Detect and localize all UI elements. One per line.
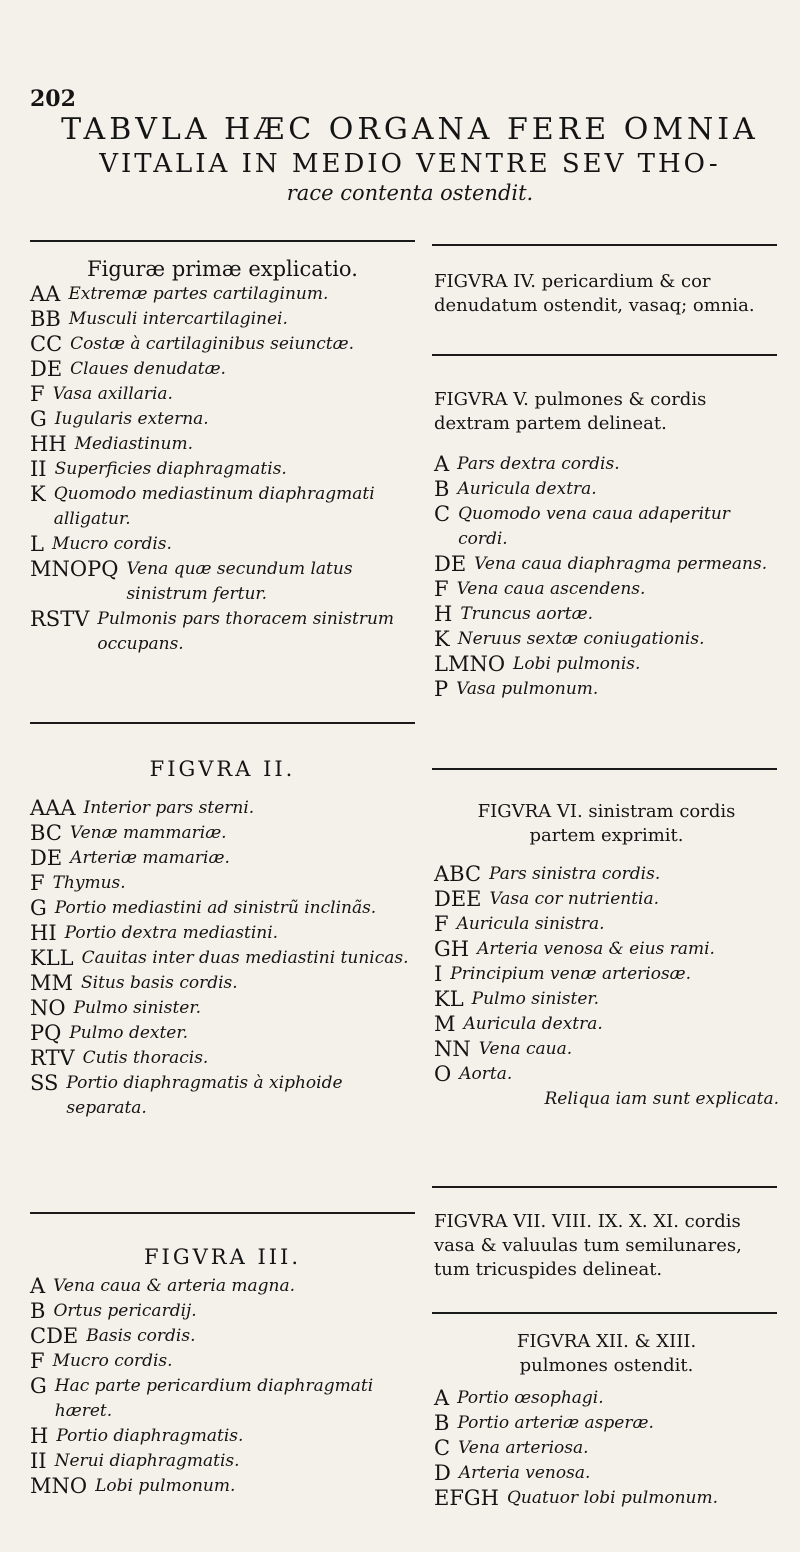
legend-entry bbox=[434, 1486, 779, 1511]
legend-entry bbox=[30, 1449, 415, 1474]
legend-description: Extremæ partes cartilaginum. bbox=[68, 284, 329, 304]
figure-4-section bbox=[434, 270, 779, 318]
legend-key: K bbox=[434, 627, 450, 651]
legend-key: A bbox=[30, 1274, 46, 1298]
legend-entry bbox=[30, 282, 415, 307]
legend-description: Arteria venosa. bbox=[458, 1463, 591, 1483]
divider-rule bbox=[432, 354, 777, 356]
figure-12-section bbox=[434, 1330, 779, 1511]
legend-key: C bbox=[434, 1436, 451, 1460]
legend-description: Portio arteriæ asperæ. bbox=[457, 1413, 654, 1433]
legend-entry bbox=[30, 1299, 415, 1324]
legend-description: Pulmonis pars thoracem sinistrum occupans. bbox=[97, 609, 395, 654]
legend-entry bbox=[434, 502, 779, 552]
legend-key: MNO bbox=[30, 1474, 88, 1498]
figure-12-caption: FIGVRA XII. & XIII. pulmones ostendit. bbox=[516, 1331, 697, 1376]
legend-key: MM bbox=[30, 971, 74, 995]
legend-description: Vena arteriosa. bbox=[458, 1438, 589, 1458]
legend-entry bbox=[30, 796, 415, 821]
legend-key: H bbox=[30, 1424, 49, 1448]
legend-entry bbox=[434, 937, 779, 962]
legend-description: Vasa axillaria. bbox=[52, 384, 173, 404]
figure-1-section bbox=[30, 256, 415, 657]
legend-description: Musculi intercartilaginei. bbox=[68, 309, 288, 329]
legend-key: KL bbox=[434, 987, 464, 1011]
page-number: 202 bbox=[30, 86, 76, 112]
legend-key: F bbox=[30, 382, 45, 406]
legend-key: BC bbox=[30, 821, 62, 845]
figure-2-section bbox=[30, 756, 415, 1121]
figure-7-section bbox=[434, 1210, 779, 1282]
legend-description: Truncus aortæ. bbox=[460, 604, 593, 624]
legend-description: Arteriæ mamariæ. bbox=[70, 848, 230, 868]
figure-6-legend bbox=[434, 862, 779, 1087]
legend-entry bbox=[30, 1374, 415, 1424]
legend-entry bbox=[30, 896, 415, 921]
legend-key: DE bbox=[434, 552, 467, 576]
legend-description: Quomodo vena caua adaperitur cordi. bbox=[458, 504, 730, 549]
legend-entry bbox=[434, 652, 779, 677]
legend-entry bbox=[30, 1424, 415, 1449]
legend-description: Mucro cordis. bbox=[51, 534, 172, 554]
legend-key: DE bbox=[30, 846, 63, 870]
legend-key: CDE bbox=[30, 1324, 79, 1348]
title-line-2: VITALIA IN MEDIO VENTRE SEV THO- bbox=[99, 149, 721, 179]
page-title bbox=[40, 112, 780, 206]
legend-description: Situs basis cordis. bbox=[81, 973, 238, 993]
legend-key: F bbox=[30, 1349, 45, 1373]
legend-key: I bbox=[434, 962, 443, 986]
legend-description: Costæ à cartilaginibus seiunctæ. bbox=[70, 334, 355, 354]
divider-rule bbox=[432, 768, 777, 770]
legend-key: D bbox=[434, 1461, 451, 1485]
figure-5-section bbox=[434, 388, 779, 702]
legend-entry bbox=[30, 457, 415, 482]
legend-description: Interior pars sterni. bbox=[83, 798, 255, 818]
legend-key: L bbox=[30, 532, 44, 556]
title-line-3: race contenta ostendit. bbox=[286, 181, 534, 205]
legend-description: Pars sinistra cordis. bbox=[489, 864, 661, 884]
figure-6-note: Reliqua iam sunt explicata. bbox=[544, 1089, 779, 1109]
divider-rule bbox=[30, 1212, 415, 1214]
legend-key: II bbox=[30, 457, 47, 481]
legend-key: P bbox=[434, 677, 449, 701]
legend-description: Quatuor lobi pulmonum. bbox=[507, 1488, 719, 1508]
legend-description: Superficies diaphragmatis. bbox=[54, 459, 287, 479]
legend-key: CC bbox=[30, 332, 63, 356]
legend-key: A bbox=[434, 1386, 450, 1410]
legend-key: DE bbox=[30, 357, 63, 381]
title-line-1: TABVLA HÆC ORGANA FERE OMNIA bbox=[61, 112, 759, 147]
legend-key: G bbox=[30, 896, 47, 920]
legend-entry bbox=[30, 557, 415, 607]
legend-description: Quomodo mediastinum diaphragmati alligatur. bbox=[53, 484, 375, 529]
legend-description: Lobi pulmonum. bbox=[95, 1476, 236, 1496]
figure-6-caption: FIGVRA VI. sinistram cordis partem exprimit. bbox=[477, 801, 736, 846]
legend-key: AA bbox=[30, 282, 61, 306]
legend-description: Vasa pulmonum. bbox=[456, 679, 599, 699]
legend-key: O bbox=[434, 1062, 452, 1086]
legend-entry bbox=[30, 921, 415, 946]
legend-key: LMNO bbox=[434, 652, 506, 676]
legend-key: BB bbox=[30, 307, 61, 331]
legend-description: Aorta. bbox=[459, 1064, 513, 1084]
legend-key: G bbox=[30, 407, 47, 431]
legend-entry bbox=[434, 452, 779, 477]
legend-entry bbox=[434, 577, 779, 602]
legend-key: K bbox=[30, 482, 46, 506]
figure-5-caption: FIGVRA V. pulmones & cordis dextram partem delineat. bbox=[434, 389, 707, 434]
legend-entry bbox=[434, 677, 779, 702]
legend-description: Vasa cor nutrientia. bbox=[489, 889, 660, 909]
legend-key: EFGH bbox=[434, 1486, 499, 1510]
legend-key: H bbox=[434, 602, 453, 626]
legend-description: Pulmo sinister. bbox=[73, 998, 202, 1018]
legend-description: Portio mediastini ad sinistrũ inclinãs. bbox=[54, 898, 377, 918]
legend-key: B bbox=[30, 1299, 46, 1323]
legend-description: Pars dextra cordis. bbox=[457, 454, 620, 474]
legend-description: Auricula dextra. bbox=[463, 1014, 603, 1034]
figure-5-legend bbox=[434, 452, 779, 702]
legend-entry bbox=[434, 602, 779, 627]
legend-description: Auricula dextra. bbox=[457, 479, 597, 499]
legend-description: Vena caua. bbox=[478, 1039, 573, 1059]
legend-key: G bbox=[30, 1374, 47, 1398]
legend-key: PQ bbox=[30, 1021, 62, 1045]
legend-key: F bbox=[30, 871, 45, 895]
legend-description: Portio diaphragmatis à xiphoide separata. bbox=[66, 1073, 343, 1118]
legend-key: RSTV bbox=[30, 607, 90, 631]
legend-description: Vena caua & arteria magna. bbox=[53, 1276, 295, 1296]
legend-key: C bbox=[434, 502, 451, 526]
legend-key: HI bbox=[30, 921, 57, 945]
legend-key: NO bbox=[30, 996, 66, 1020]
legend-key: DEE bbox=[434, 887, 482, 911]
legend-entry bbox=[30, 871, 415, 896]
legend-key: AAA bbox=[30, 796, 76, 820]
legend-entry bbox=[30, 307, 415, 332]
legend-description: Cauitas inter duas mediastini tunicas. bbox=[81, 948, 409, 968]
legend-entry bbox=[30, 1046, 415, 1071]
legend-key: SS bbox=[30, 1071, 59, 1095]
legend-entry bbox=[30, 1274, 415, 1299]
legend-description: Lobi pulmonis. bbox=[513, 654, 641, 674]
legend-key: F bbox=[434, 912, 449, 936]
figure-4-caption: FIGVRA IV. pericardium & cor denudatum ostendit, vasaq; omnia. bbox=[434, 271, 755, 316]
figure-3-heading: FIGVRA III. bbox=[143, 1245, 302, 1269]
legend-entry bbox=[30, 407, 415, 432]
legend-key: GH bbox=[434, 937, 470, 961]
legend-description: Vena caua diaphragma permeans. bbox=[474, 554, 768, 574]
legend-key: HH bbox=[30, 432, 67, 456]
legend-description: Thymus. bbox=[52, 873, 126, 893]
legend-entry bbox=[434, 1461, 779, 1486]
divider-rule bbox=[432, 1186, 777, 1188]
legend-description: Auricula sinistra. bbox=[456, 914, 605, 934]
legend-entry bbox=[434, 912, 779, 937]
legend-key: NN bbox=[434, 1037, 471, 1061]
legend-description: Neruus sextæ coniugationis. bbox=[457, 629, 705, 649]
legend-entry bbox=[30, 971, 415, 996]
legend-description: Basis cordis. bbox=[86, 1326, 196, 1346]
legend-description: Cutis thoracis. bbox=[82, 1048, 209, 1068]
legend-entry bbox=[434, 1037, 779, 1062]
legend-key: II bbox=[30, 1449, 47, 1473]
legend-description: Vena quæ secundum latus sinistrum fertur. bbox=[126, 559, 353, 604]
legend-entry bbox=[434, 1062, 779, 1087]
legend-description: Vena caua ascendens. bbox=[456, 579, 646, 599]
legend-entry bbox=[434, 987, 779, 1012]
figure-12-legend bbox=[434, 1386, 779, 1511]
figure-2-legend bbox=[30, 796, 415, 1121]
legend-entry bbox=[30, 1071, 415, 1121]
figure-1-legend bbox=[30, 282, 415, 657]
legend-entry bbox=[30, 1349, 415, 1374]
legend-description: Ortus pericardij. bbox=[53, 1301, 197, 1321]
legend-description: Hac parte pericardium diaphragmati hæret. bbox=[54, 1376, 374, 1421]
legend-entry bbox=[434, 627, 779, 652]
legend-key: M bbox=[434, 1012, 456, 1036]
legend-description: Arteria venosa & eius rami. bbox=[477, 939, 715, 959]
legend-entry bbox=[434, 1386, 779, 1411]
legend-key: A bbox=[434, 452, 450, 476]
legend-entry bbox=[30, 532, 415, 557]
legend-description: Portio œsophagi. bbox=[457, 1388, 604, 1408]
legend-entry bbox=[30, 607, 415, 657]
divider-rule bbox=[30, 722, 415, 724]
legend-entry bbox=[434, 552, 779, 577]
legend-description: Pulmo sinister. bbox=[471, 989, 600, 1009]
legend-key: ABC bbox=[434, 862, 482, 886]
divider-rule bbox=[432, 1312, 777, 1314]
figure-2-heading: FIGVRA II. bbox=[149, 757, 296, 781]
legend-entry bbox=[434, 477, 779, 502]
legend-entry bbox=[30, 332, 415, 357]
figure-7-caption: FIGVRA VII. VIII. IX. X. XI. cordis vasa & valuulas tum semilunares, tum tricuspides delineat. bbox=[434, 1211, 742, 1280]
legend-description: Principium venæ arteriosæ. bbox=[450, 964, 692, 984]
figure-3-section bbox=[30, 1244, 415, 1499]
legend-entry bbox=[30, 821, 415, 846]
legend-key: F bbox=[434, 577, 449, 601]
legend-description: Portio diaphragmatis. bbox=[56, 1426, 244, 1446]
legend-entry bbox=[30, 846, 415, 871]
divider-rule bbox=[30, 240, 415, 242]
legend-description: Mucro cordis. bbox=[52, 1351, 173, 1371]
legend-entry bbox=[434, 1411, 779, 1436]
legend-description: Mediastinum. bbox=[74, 434, 193, 454]
legend-key: KLL bbox=[30, 946, 74, 970]
legend-description: Portio dextra mediastini. bbox=[64, 923, 279, 943]
legend-entry bbox=[434, 962, 779, 987]
legend-key: RTV bbox=[30, 1046, 75, 1070]
legend-description: Nerui diaphragmatis. bbox=[54, 1451, 240, 1471]
legend-entry bbox=[434, 862, 779, 887]
legend-entry bbox=[30, 1474, 415, 1499]
figure-6-section bbox=[434, 800, 779, 1111]
legend-key: B bbox=[434, 1411, 450, 1435]
legend-entry bbox=[30, 946, 415, 971]
divider-rule bbox=[432, 244, 777, 246]
legend-description: Venæ mammariæ. bbox=[69, 823, 227, 843]
legend-entry bbox=[30, 1021, 415, 1046]
legend-entry bbox=[30, 1324, 415, 1349]
legend-description: Pulmo dexter. bbox=[69, 1023, 189, 1043]
legend-key: B bbox=[434, 477, 450, 501]
legend-entry bbox=[30, 382, 415, 407]
legend-entry bbox=[30, 357, 415, 382]
legend-entry bbox=[30, 482, 415, 532]
legend-description: Iugularis externa. bbox=[54, 409, 209, 429]
legend-entry bbox=[434, 887, 779, 912]
legend-key: MNOPQ bbox=[30, 557, 119, 581]
figure-3-legend bbox=[30, 1274, 415, 1499]
figure-1-heading: Figuræ primæ explicatio. bbox=[87, 257, 358, 281]
legend-description: Claues denudatæ. bbox=[70, 359, 226, 379]
legend-entry bbox=[434, 1012, 779, 1037]
legend-entry bbox=[434, 1436, 779, 1461]
legend-entry bbox=[30, 432, 415, 457]
legend-entry bbox=[30, 996, 415, 1021]
